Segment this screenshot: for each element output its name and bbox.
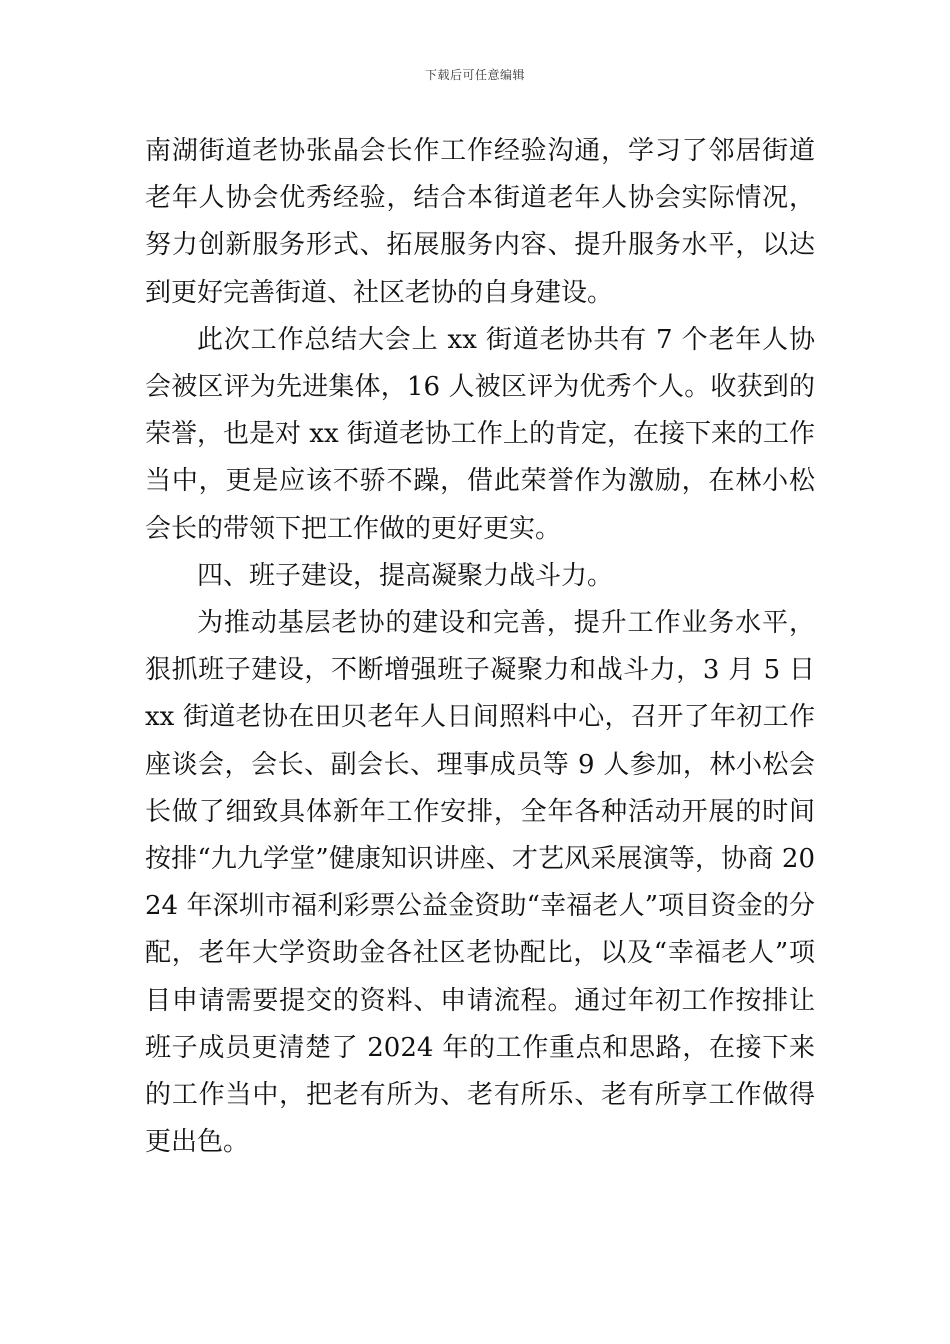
paragraph-2: 此次工作总结大会上 xx 街道老协共有 7 个老年人协会被区评为先进集体，16 人被区评为优秀个人。收获到的荣誉，也是对 xx 街道老协工作上的肯定，在接下来的工作当中，更是应该不骄不躁，借此荣誉作为激励，在林小松会长的带领下把工作做的更好更实。 [145,324,815,544]
paragraph-3: 为推动基层老协的建设和完善，提升工作业务水平，狠抓班子建设，不断增强班子凝聚力和战斗力，3 月 5 日 xx 街道老协在田贝老年人日间照料中心，召开了年初工作座谈会，会长、副会长、理事成员等 9 人参加，林小松会长做了细致具体新年工作安排，全年各种活动开展的时间按排“九九学堂”健康知识讲座、才艺风采展演等，协商 2024 年深圳市福利彩票公益金资助“幸福老人”项目资金的分配，老年大学资助金各社区老协配比，以及“幸福老人”项目申请需要提交的资料、申请流程。通过年初工作按排让班子成员更清楚了 2024 年的工作重点和思路，在接下来的工作当中，把老有所为、老有所乐、老有所享工作做得更出色。 [145,608,815,1158]
document-body [145,128,815,1166]
page-header: 下载后可任意编辑 [424,68,525,82]
paragraph-1: 南湖街道老协张晶会长作工作经验沟通，学习了邻居街道老年人协会优秀经验，结合本街道老年人协会实际情况，努力创新服务形式、拓展服务内容、提升服务水平，以达到更好完善街道、社区老协的自身建设。 [145,136,815,308]
section-heading-4: 四、班子建设，提高凝聚力战斗力。 [197,560,614,591]
